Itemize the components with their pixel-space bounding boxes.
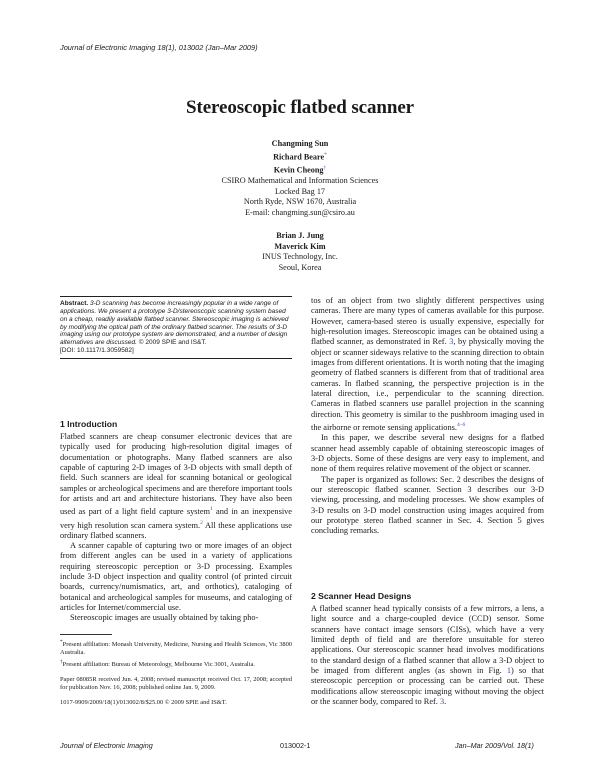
abstract-copyright: © 2009 SPIE and IS&T. (138, 339, 207, 347)
footer-page-id: 013002-1 (280, 741, 311, 750)
affiliation-line: North Ryde, NSW 1670, Australia (243, 197, 357, 207)
footnote-divider (60, 634, 112, 635)
introduction-body (60, 432, 292, 624)
abstract (60, 296, 292, 359)
citation-link[interactable]: 2 (200, 519, 203, 526)
section-heading-scanner-head-designs: 2 Scanner Head Designs (311, 591, 412, 601)
abstract-text: 3-D scanning has become increasingly popular in a wide range of applications. We present a prototype 3-D/stereoscopic scanning system based on a cheap, readily available flatbed scanner. Stereoscopic imaging is achieved by modifying the optical path of the ordinary flatbed scanner. The results of 3-D imaging using our prototype system are demonstrated, and a number of design alternatives are discussed. (60, 300, 289, 347)
citation-link[interactable]: 1 (210, 506, 213, 513)
abstract-doi[interactable]: [DOI: 10.1117/1.3059582] (60, 347, 134, 355)
affiliation-line: INUS Technology, Inc. (262, 252, 338, 262)
paragraph: Stereoscopic images are usually obtained by taking pho- (70, 613, 259, 623)
running-head: Journal of Electronic Imaging 18(1), 013002 (Jan–Mar 2009) (60, 43, 258, 52)
affiliation-email: E-mail: changming.sun@csiro.au (245, 208, 355, 218)
section-heading-introduction: 1 Introduction (60, 419, 118, 429)
author-name: Maverick Kim (274, 241, 326, 251)
footnote-mark[interactable]: † (323, 164, 327, 171)
paragraph: tos of an object from two slightly different perspectives using cameras. There are many types of cameras available for this purpose. However, camera-based stereo is usually expensive, especially for high-resolution images. Stereoscopic images can be obtained using a flatbed scanner, as demonstrated in Ref. 3, by physically moving the object or scanner sideways relative to the scanning direction to obtain images from different orientations. It is worth noting that the imaging geometry of flatbed scanners is different from that of traditional area cameras. In flatbed scanning, the perspective projection is in the lateral direction, i.e., perpendicular to the scanning direction. Cameras in flatbed scanners use parallel projection in the scanning direction. This geometry is similar to the pushbroom imaging used in the airborne or remote sensing applications.$^{4-6}$ (311, 296, 544, 432)
affiliation-line: Locked Bag 17 (274, 186, 326, 196)
author-name: Richard Beare (273, 152, 325, 162)
affiliation-line: Seoul, Korea (278, 262, 322, 272)
paragraph: Flatbed scanners are cheap consumer electronic devices that are typically used for producing high-resolution digital images of documentation or photographs. Many flatbed scanners are also capable of capturing 2-D images of 3-D objects with small depth of field. Such scanners are ideal for scanning botanical or geological samples or archeological specimens and are therefore important tools for artists and art and architecture historians. They have also been used as part of a light field capture system$^1$ and in an inexpensive very high resolution scan camera system.$^2$ All these applications use ordinary flatbed scanners. (60, 432, 293, 540)
footnote-mark[interactable]: * (324, 151, 327, 158)
author-name: Kevin Cheong (273, 165, 324, 175)
footnote: †Present affiliation: Bureau of Meteorology, Melbourne Vic 3001, Australia. (60, 659, 255, 669)
section2-body (311, 604, 544, 707)
citation-link[interactable]: 3 (449, 337, 454, 347)
citation-link[interactable]: 3 (439, 697, 445, 707)
paragraph: A scanner capable of capturing two or more images of an object from different angles can be used in a variety of applications requiring stereoscopic perception or 3-D processing. Examples include 3-D object inspection and quality control (of printed circuit boards, currency/numismatics, art, and orthotics), cataloging of botanical and archeological samples for museums, and cataloging of articles for Internet/commercial use. (60, 541, 292, 613)
abstract-heading: Abstract. (60, 300, 89, 307)
paragraph: In this paper, we describe several new designs for a flatbed scanner head assembly capable of obtaining stereoscopic images of 3-D objects. Some of these designs are very easy to implement, and none of them requires relative movement of the object or scanner. (311, 433, 544, 474)
paragraph: A flatbed scanner head typically consists of a few mirrors, a lens, a light source and a charge-coupled device (CCD) sensor. Some scanners have contact image sensors (CISs), which have a very limited depth of field and are therefore unsuitable for stereo applications. Our stereoscopic scanner head involves modifications to the standard design of a flatbed scanner that allow a 3-D object to be imaged from different angles (as shown in Fig. 1) so that stereoscopic perception or processing can be carried out. These modifications allow stereoscopic imaging without moving the object or the scanner body, compared to Ref. 3. (311, 604, 544, 707)
author-block-1 (0, 139, 600, 219)
footer-issue: Jan–Mar 2009/Vol. 18(1) (455, 741, 534, 750)
author-block-2 (0, 231, 600, 273)
citation-link[interactable]: 4–6 (456, 422, 466, 429)
footnotes (60, 638, 292, 708)
figure-link[interactable]: 1 (506, 666, 512, 676)
issn-line: 1017-9909/2009/18(1)/013002/8/$25.00 © 2009 SPIE and IS&T. (60, 698, 227, 706)
footnote: *Present affiliation: Monash University, Medicine, Nursing and Health Sciences, Vic 3800 Australia. (60, 639, 292, 657)
paper-title: Stereoscopic flatbed scanner (186, 97, 414, 118)
right-column-body (311, 296, 544, 537)
paper-history: Paper 08085R received Jun. 4, 2008; revised manuscript received Oct. 17, 2008; accepted for publication Nov. 16, 2008; published online Jan. 9, 2009. (60, 675, 292, 691)
author-name: Changming Sun (271, 139, 329, 148)
footer-journal: Journal of Electronic Imaging (60, 741, 153, 750)
affiliation-line: CSIRO Mathematical and Information Sciences (221, 176, 379, 186)
paragraph: The paper is organized as follows: Sec. 2 describes the designs of our stereoscopic flatbed scanner. Section 3 describes our 3-D viewing, processing, and modeling processes. We show examples of 3-D results on 3-D model construction using images acquired from our prototype stereo flatbed scanner in Sec. 4. Section 5 gives concluding remarks. (311, 474, 544, 536)
author-name: Brian J. Jung (276, 231, 324, 240)
